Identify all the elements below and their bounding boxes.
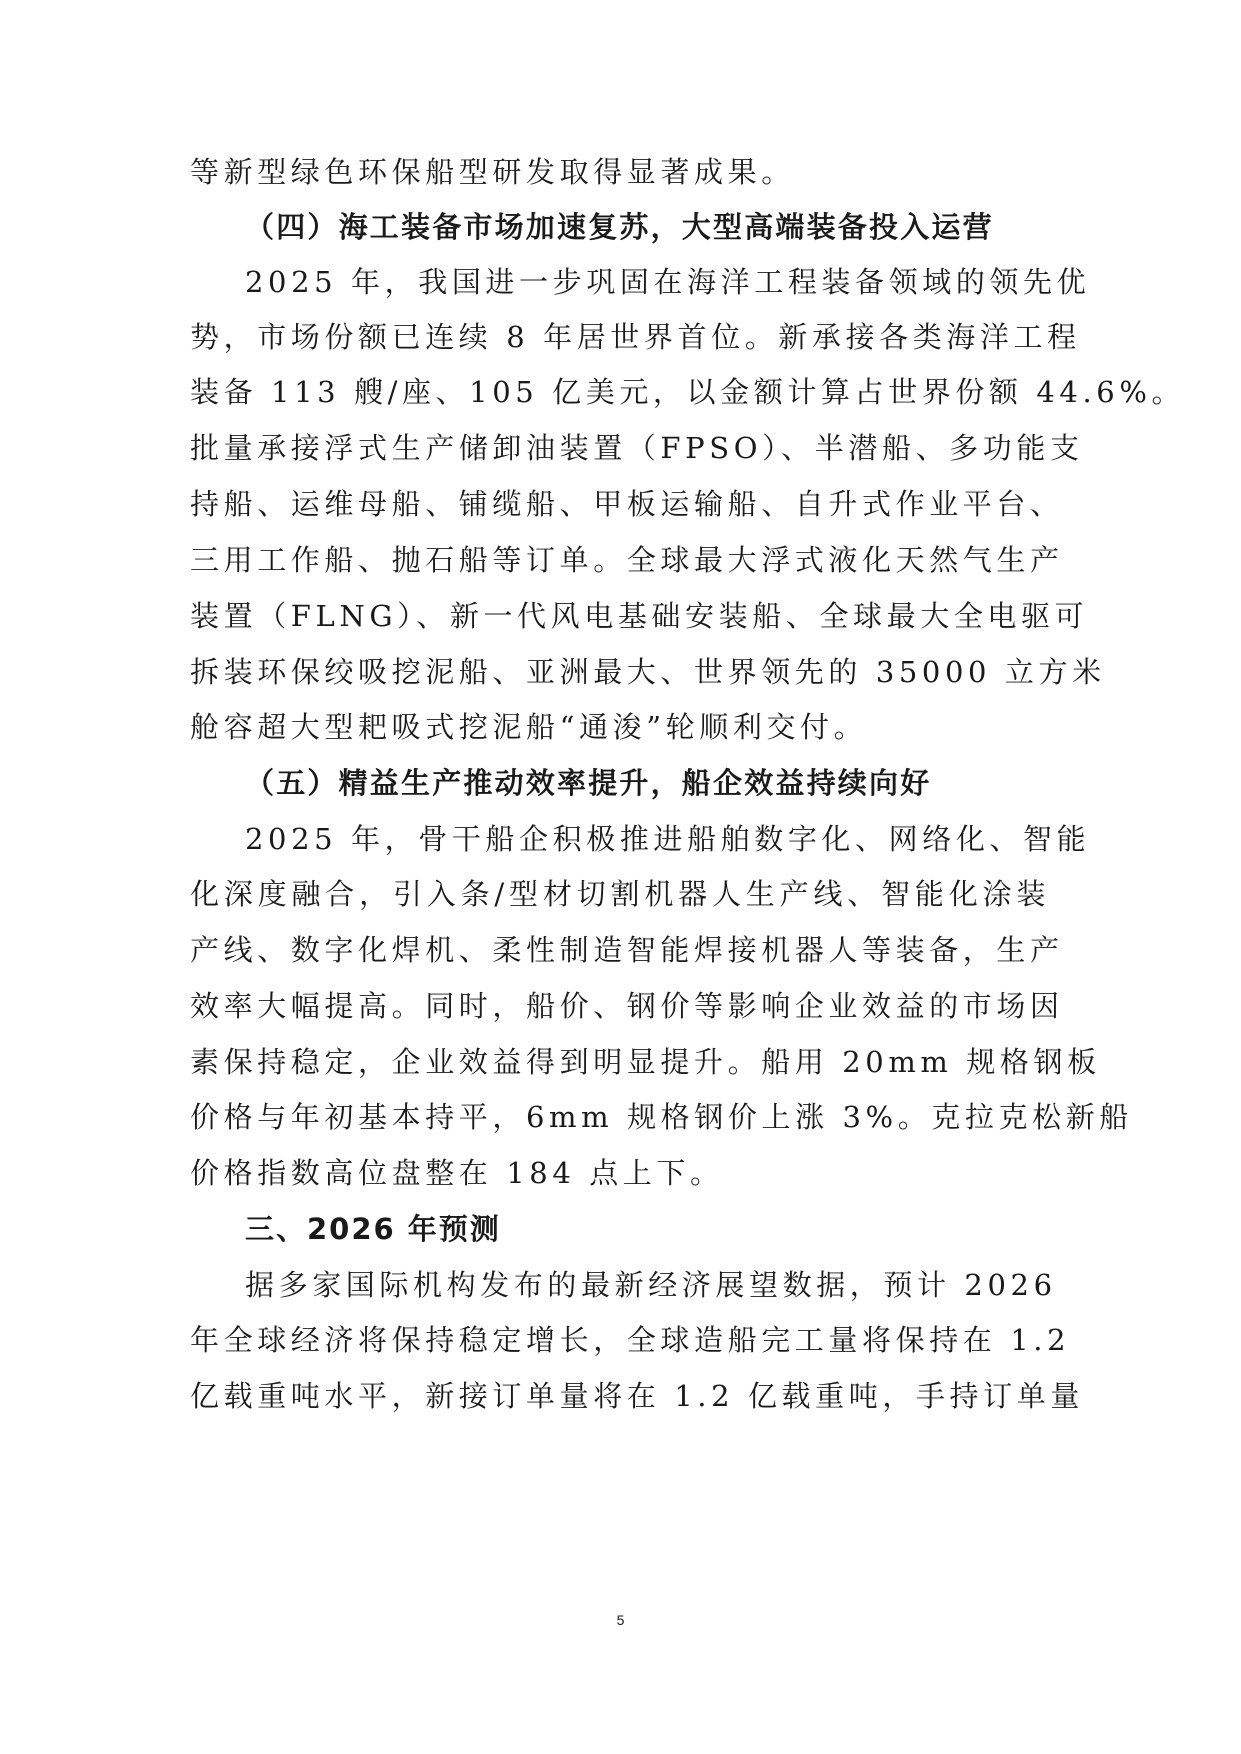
- page-number: 5: [616, 1612, 625, 1628]
- section-four-heading: （四）海工装备市场加速复苏，大型高端装备投入运营: [245, 210, 994, 244]
- section-five-line: 素保持稳定，企业效益得到明显提升。船用 20mm 规格钢板: [190, 1045, 1101, 1079]
- section-five-heading: （五）精益生产推动效率提升，船企效益持续向好: [245, 766, 932, 800]
- section-three-line: 据多家国际机构发布的最新经济展望数据，预计 2026: [245, 1268, 1057, 1302]
- section-four-line: 装备 113 艘/座、105 亿美元，以金额计算占世界份额 44.6%。: [190, 375, 1186, 409]
- section-three-line: 年全球经济将保持稳定增长，全球造船完工量将保持在 1.2: [190, 1323, 1071, 1357]
- section-five-line: 价格指数高位盘整在 184 点上下。: [190, 1156, 724, 1190]
- section-four-line: 势，市场份额已连续 8 年居世界首位。新承接各类海洋工程: [190, 320, 1081, 354]
- section-four-line: 持船、运维母船、铺缆船、甲板运输船、自升式作业平台、: [190, 487, 1064, 521]
- section-five-line: 产线、数字化焊机、柔性制造智能焊接机器人等装备，生产: [190, 933, 1064, 967]
- section-three-line: 亿载重吨水平，新接订单量将在 1.2 亿载重吨，手持订单量: [190, 1379, 1084, 1413]
- section-five-line: 化深度融合，引入条/型材切割机器人生产线、智能化涂装: [190, 877, 1050, 911]
- section-five-line: 效率大幅提高。同时，船价、钢价等影响企业效益的市场因: [190, 989, 1064, 1023]
- section-four-line: 拆装环保绞吸挖泥船、亚洲最大、世界领先的 35000 立方米: [190, 655, 1106, 689]
- section-five-line: 价格与年初基本持平，6mm 规格钢价上涨 3%。克拉克松新船: [190, 1100, 1133, 1134]
- section-three-heading: 三、2026 年预测: [245, 1212, 501, 1246]
- section-four-line: 2025 年，我国进一步巩固在海洋工程装备领域的领先优: [245, 265, 1091, 299]
- section-four-line: 三用工作船、抛石船等订单。全球最大浮式液化天然气生产: [190, 543, 1064, 577]
- paragraph-tail: 等新型绿色环保船型研发取得显著成果。: [190, 155, 795, 189]
- section-four-line: 装置（FLNG）、新一代风电基础安装船、全球最大全电驱可: [190, 599, 1089, 633]
- section-four-line: 批量承接浮式生产储卸油装置（FPSO）、半潜船、多功能支: [190, 431, 1084, 465]
- section-four-line: 舱容超大型耙吸式挖泥船“通浚”轮顺利交付。: [190, 710, 868, 744]
- section-five-line: 2025 年，骨干船企积极推进船舶数字化、网络化、智能: [245, 822, 1091, 856]
